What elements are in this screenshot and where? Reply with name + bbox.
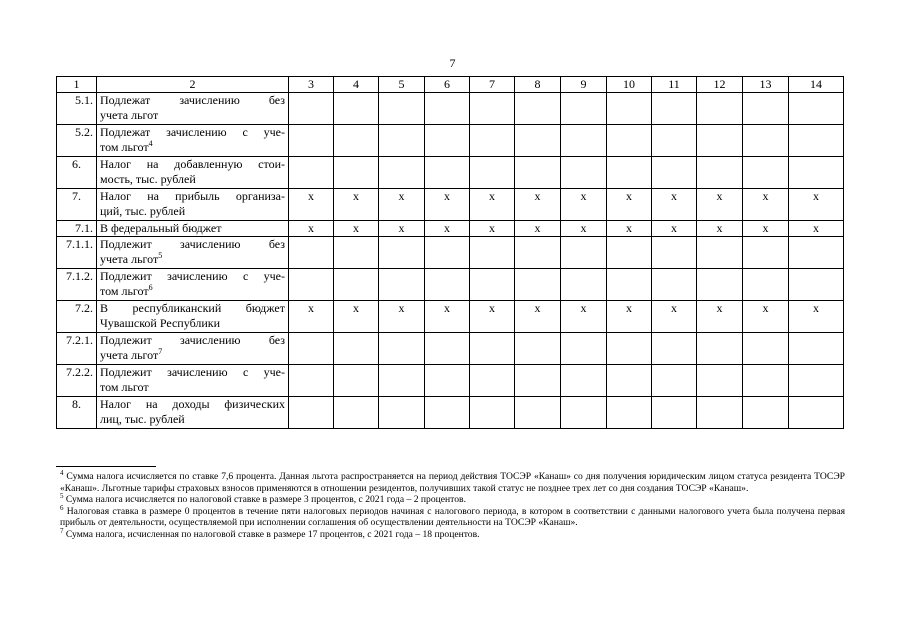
data-cell	[515, 397, 561, 429]
data-cell	[515, 333, 561, 365]
data-cell	[743, 237, 789, 269]
data-cell	[425, 333, 470, 365]
footnote-5	[60, 494, 845, 506]
data-cell	[652, 125, 697, 157]
footnote-text: Сумма налога исчисляется по ставке 7,6 процента. Данная льгота распространяется на период действия ТОСЭР «Канаш» со дня получения юридическим лицом статуса резидента ТОСЭР «Канаш». Льготные тарифы страховых взносов применяются в отношении резидентов, получивших такой статус не позднее трех лет со дня создания ТОСЭР «Канаш».	[60, 471, 845, 494]
row-label-line1: Налог на прибыль организа-	[100, 189, 285, 203]
data-cell	[697, 333, 743, 365]
data-cell	[697, 269, 743, 301]
row-number: 7.1.2.	[57, 269, 97, 301]
header-cell-3: 3	[289, 77, 334, 93]
footnote-marker: 6	[60, 503, 64, 512]
data-cell	[561, 157, 607, 189]
footnote-4	[60, 468, 845, 494]
data-cell	[697, 237, 743, 269]
data-cell: x	[425, 301, 470, 333]
data-cell	[470, 365, 515, 397]
data-cell	[561, 365, 607, 397]
data-cell: x	[470, 189, 515, 221]
row-label	[97, 397, 289, 429]
footnote-ref: 5	[158, 251, 163, 260]
data-cell	[652, 397, 697, 429]
data-cell	[561, 125, 607, 157]
row-label-line2: учета льгот	[100, 348, 159, 362]
table-row	[57, 157, 844, 189]
data-cell: x	[652, 221, 697, 237]
data-cell: x	[379, 189, 425, 221]
data-cell	[379, 93, 425, 125]
data-cell	[515, 93, 561, 125]
header-cell-5: 5	[379, 77, 425, 93]
data-cell	[379, 397, 425, 429]
data-cell	[607, 125, 652, 157]
data-cell	[289, 333, 334, 365]
data-cell	[470, 237, 515, 269]
data-cell	[652, 93, 697, 125]
data-cell	[561, 93, 607, 125]
row-label-line1: В федеральный бюджет	[100, 221, 222, 235]
row-label-line1: Подлежит зачислению с уче-	[100, 365, 285, 379]
header-cell-6: 6	[425, 77, 470, 93]
header-cell-13: 13	[743, 77, 789, 93]
data-cell	[425, 125, 470, 157]
footnote-marker: 7	[60, 526, 64, 535]
data-cell: x	[743, 221, 789, 237]
row-number: 8.	[57, 397, 97, 429]
data-cell: x	[334, 189, 379, 221]
data-cell	[789, 333, 844, 365]
row-label	[97, 93, 289, 125]
data-cell	[334, 93, 379, 125]
data-cell	[652, 157, 697, 189]
row-label	[97, 221, 289, 237]
data-cell: x	[289, 189, 334, 221]
table-row	[57, 365, 844, 397]
row-label-line1: Подлежит зачислению без	[100, 333, 285, 347]
data-cell	[652, 269, 697, 301]
footnote-ref: 7	[158, 347, 163, 356]
data-cell	[743, 93, 789, 125]
table-row	[57, 237, 844, 269]
table-row	[57, 189, 844, 221]
row-label	[97, 365, 289, 397]
data-cell	[789, 237, 844, 269]
data-cell: x	[697, 189, 743, 221]
data-cell	[697, 125, 743, 157]
data-cell	[743, 333, 789, 365]
data-cell	[515, 237, 561, 269]
tax-table	[56, 76, 844, 429]
data-cell	[425, 397, 470, 429]
row-number: 7.	[57, 189, 97, 221]
row-label-line1: Подлежит зачислению с уче-	[100, 269, 285, 283]
row-label-line2: лиц, тыс. рублей	[100, 412, 185, 426]
data-cell: x	[652, 301, 697, 333]
row-label-line2: учета льгот	[100, 252, 159, 266]
footnote-divider	[56, 466, 156, 467]
row-number: 7.2.	[57, 301, 97, 333]
data-cell	[789, 365, 844, 397]
row-label	[97, 157, 289, 189]
data-cell	[334, 397, 379, 429]
data-cell	[652, 333, 697, 365]
row-label-line2: ций, тыс. рублей	[100, 204, 186, 218]
data-cell: x	[697, 221, 743, 237]
data-cell	[697, 397, 743, 429]
data-cell: x	[607, 301, 652, 333]
row-label-line1: Налог на доходы физических	[100, 397, 285, 411]
data-cell	[289, 157, 334, 189]
data-cell: x	[743, 301, 789, 333]
row-label	[97, 301, 289, 333]
row-label-line2: Чувашской Республики	[100, 316, 221, 330]
data-cell	[470, 269, 515, 301]
data-cell	[789, 269, 844, 301]
row-label-line1: Налог на добавленную стои-	[100, 157, 285, 171]
data-cell	[607, 333, 652, 365]
data-cell	[607, 93, 652, 125]
data-cell	[607, 269, 652, 301]
data-cell	[425, 237, 470, 269]
table-row	[57, 221, 844, 237]
data-cell: x	[470, 301, 515, 333]
data-cell: x	[425, 189, 470, 221]
row-label-line2: учета льгот	[100, 108, 159, 122]
data-cell	[425, 365, 470, 397]
data-cell	[334, 125, 379, 157]
data-cell	[607, 365, 652, 397]
data-cell	[743, 397, 789, 429]
data-cell	[470, 157, 515, 189]
data-cell	[743, 157, 789, 189]
data-cell	[379, 125, 425, 157]
data-cell: x	[652, 189, 697, 221]
data-cell: x	[515, 189, 561, 221]
table-row	[57, 93, 844, 125]
data-cell	[515, 365, 561, 397]
data-cell	[334, 365, 379, 397]
data-cell: x	[334, 301, 379, 333]
data-cell	[789, 125, 844, 157]
data-cell	[743, 125, 789, 157]
data-cell	[789, 157, 844, 189]
row-number: 7.2.1.	[57, 333, 97, 365]
header-cell-14: 14	[789, 77, 844, 93]
table-row	[57, 333, 844, 365]
data-cell: x	[561, 189, 607, 221]
table-row	[57, 301, 844, 333]
data-cell	[743, 365, 789, 397]
data-cell	[515, 125, 561, 157]
data-cell: x	[289, 301, 334, 333]
row-number: 7.2.2.	[57, 365, 97, 397]
data-cell	[379, 237, 425, 269]
table-row	[57, 269, 844, 301]
data-cell	[652, 365, 697, 397]
footnote-text: Сумма налога, исчисленная по налоговой ставке в размере 17 процентов, с 2021 года – 18 процентов.	[63, 528, 480, 540]
data-cell	[515, 157, 561, 189]
data-cell	[607, 397, 652, 429]
footnotes	[60, 468, 845, 541]
data-cell	[334, 237, 379, 269]
data-cell	[561, 237, 607, 269]
data-cell	[697, 157, 743, 189]
data-cell	[607, 157, 652, 189]
table-row	[57, 397, 844, 429]
data-cell: x	[334, 221, 379, 237]
data-cell	[289, 397, 334, 429]
data-cell: x	[515, 301, 561, 333]
data-cell: x	[789, 301, 844, 333]
data-cell	[379, 269, 425, 301]
data-cell: x	[789, 189, 844, 221]
footnote-text: Налоговая ставка в размере 0 процентов в течение пяти налоговых периодов начиная с налогового периода, в котором в соответствии с данными налогового учета была получена первая прибыль от деятельности, осуществляемой при исполнении соглашения об осуществлении деятельности на ТОСЭР «Канаш».	[60, 505, 845, 529]
row-number: 7.1.1.	[57, 237, 97, 269]
data-cell	[561, 333, 607, 365]
row-number: 5.2.	[57, 125, 97, 157]
row-number: 6.	[57, 157, 97, 189]
data-cell: x	[607, 221, 652, 237]
data-cell: x	[379, 221, 425, 237]
data-cell: x	[789, 221, 844, 237]
data-cell: x	[289, 221, 334, 237]
data-cell	[425, 269, 470, 301]
row-label-line2: том льгот	[100, 284, 149, 298]
row-label-line2: том льгот	[100, 140, 149, 154]
row-number: 5.1.	[57, 93, 97, 125]
row-label-line2: мость, тыс. рублей	[100, 172, 196, 186]
table-row	[57, 125, 844, 157]
data-cell	[789, 397, 844, 429]
footnote-7	[60, 526, 845, 541]
page-number: 7	[449, 56, 456, 70]
data-cell	[652, 237, 697, 269]
data-cell: x	[743, 189, 789, 221]
data-cell	[470, 125, 515, 157]
row-label-line2: том льгот	[100, 380, 149, 394]
footnote-ref: 6	[148, 283, 153, 292]
data-cell: x	[470, 221, 515, 237]
row-label	[97, 333, 289, 365]
data-cell: x	[425, 221, 470, 237]
data-cell	[697, 93, 743, 125]
row-label-line1: Подлежат зачислению без	[100, 93, 285, 107]
footnote-marker: 4	[60, 468, 64, 477]
row-label-line1: В республиканский бюджет	[100, 301, 285, 315]
header-cell-10: 10	[607, 77, 652, 93]
row-label	[97, 269, 289, 301]
data-cell: x	[697, 301, 743, 333]
data-cell	[334, 157, 379, 189]
data-cell	[470, 397, 515, 429]
footnote-ref: 4	[148, 139, 153, 148]
row-label-line1: Подлежит зачислению без	[100, 237, 285, 251]
row-label-line1: Подлежат зачислению с уче-	[100, 125, 285, 139]
data-cell: x	[607, 189, 652, 221]
header-cell-12: 12	[697, 77, 743, 93]
header-cell-1: 1	[57, 77, 97, 93]
data-cell	[743, 269, 789, 301]
data-cell	[334, 333, 379, 365]
header-cell-9: 9	[561, 77, 607, 93]
data-cell	[789, 93, 844, 125]
data-cell	[561, 397, 607, 429]
data-cell: x	[515, 221, 561, 237]
row-label	[97, 237, 289, 269]
header-cell-8: 8	[515, 77, 561, 93]
row-label	[97, 189, 289, 221]
data-cell	[289, 93, 334, 125]
data-cell	[379, 333, 425, 365]
data-cell	[289, 125, 334, 157]
header-cell-7: 7	[470, 77, 515, 93]
footnote-text: Сумма налога исчисляется по налоговой ставке в размере 3 процентов, с 2021 года – 2 процентов.	[63, 494, 466, 506]
data-cell	[289, 365, 334, 397]
footnote-marker: 5	[60, 492, 64, 500]
header-cell-11: 11	[652, 77, 697, 93]
data-cell	[425, 93, 470, 125]
data-cell	[334, 269, 379, 301]
data-cell: x	[379, 301, 425, 333]
data-cell	[379, 365, 425, 397]
data-cell	[289, 237, 334, 269]
data-cell	[379, 157, 425, 189]
data-cell	[470, 333, 515, 365]
row-label	[97, 125, 289, 157]
data-cell	[470, 93, 515, 125]
data-cell	[697, 365, 743, 397]
row-number: 7.1.	[57, 221, 97, 237]
data-cell	[607, 237, 652, 269]
header-cell-2: 2	[97, 77, 289, 93]
header-row	[57, 77, 844, 93]
footnote-6	[60, 503, 845, 529]
data-cell	[289, 269, 334, 301]
header-cell-4: 4	[334, 77, 379, 93]
data-cell: x	[561, 301, 607, 333]
data-cell	[561, 269, 607, 301]
data-cell	[515, 269, 561, 301]
data-cell: x	[561, 221, 607, 237]
data-cell	[425, 157, 470, 189]
